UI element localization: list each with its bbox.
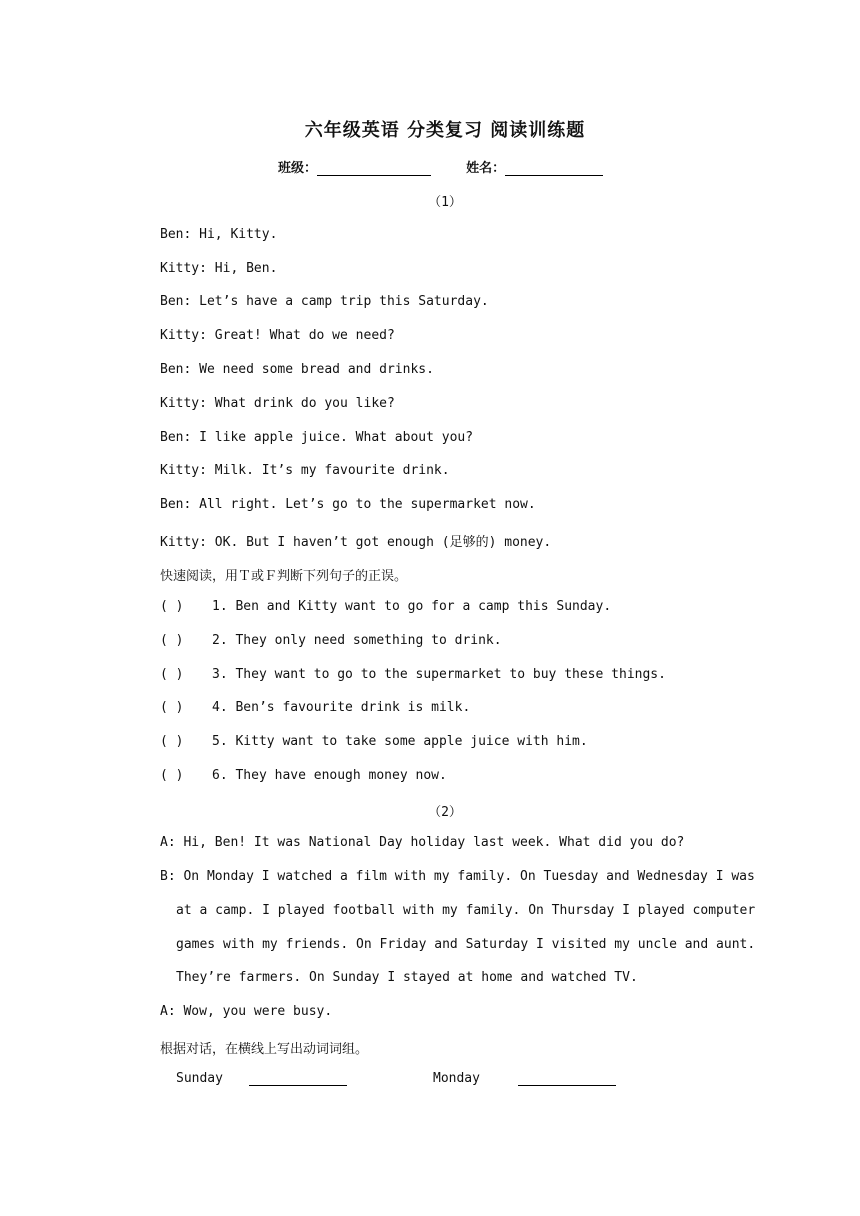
answer-blank[interactable] [518, 1071, 616, 1086]
answer-paren[interactable]: ( ) [160, 667, 184, 682]
answer-paren[interactable]: ( ) [160, 633, 184, 648]
dialogue-line: Kitty: Great! What do we need? [160, 328, 395, 343]
day-label: Sunday [176, 1071, 223, 1086]
dialogue-line: Kitty: What drink do you like? [160, 396, 395, 411]
name-blank[interactable] [505, 161, 603, 176]
day-entry [433, 1071, 616, 1086]
question-item: ( ) 3. They want to go to the supermarket to buy these things. [160, 667, 666, 682]
class-blank[interactable] [317, 161, 431, 176]
dialogue-line: A: Hi, Ben! It was National Day holiday last week. What did you do? [160, 835, 685, 850]
question-item: ( ) 1. Ben and Kitty want to go for a camp this Sunday. [160, 599, 612, 614]
answer-paren[interactable]: ( ) [160, 768, 184, 783]
question-item: ( ) 4. Ben’s favourite drink is milk. [160, 700, 471, 715]
dialogue-line: Ben: All right. Let’s go to the supermarket now. [160, 497, 536, 512]
name-label: 姓名： [466, 161, 506, 176]
question-item: ( ) 2. They only need something to drink. [160, 633, 502, 648]
dialogue-line: Ben: We need some bread and drinks. [160, 362, 434, 377]
dialogue-line: Kitty: OK. But I haven’t got enough (足够的) money. [160, 535, 552, 550]
dialogue-line: B: On Monday I watched a film with my family. On Tuesday and Wednesday I was [160, 869, 755, 884]
section-2-heading: （2） [428, 805, 462, 820]
dialogue-line: Ben: I like apple juice. What about you? [160, 430, 474, 445]
day-entry [176, 1071, 347, 1086]
dialogue-line: Ben: Hi, Kitty. [160, 227, 278, 242]
section-2-instruction: 根据对话，在横线上写出动词词组。 [160, 1042, 369, 1057]
answer-paren[interactable]: ( ) [160, 700, 184, 715]
class-label: 班级： [278, 161, 318, 176]
answer-paren[interactable]: ( ) [160, 734, 184, 749]
student-info [278, 157, 603, 176]
question-item: ( ) 6. They have enough money now. [160, 768, 447, 783]
dialogue-line: at a camp. I played football with my family. On Thursday I played computer [176, 903, 756, 918]
dialogue-line: They’re farmers. On Sunday I stayed at home and watched TV. [176, 970, 638, 985]
dialogue-line: Kitty: Milk. It’s my favourite drink. [160, 463, 450, 478]
dialogue-line: A: Wow, you were busy. [160, 1004, 333, 1019]
section-1-heading: （1） [428, 195, 462, 210]
answer-paren[interactable]: ( ) [160, 599, 184, 614]
section-1-instruction: 快速阅读，用Ｔ或Ｆ判断下列句子的正误。 [160, 569, 408, 584]
page-title: 六年级英语 分类复习 阅读训练题 [304, 120, 586, 141]
answer-blank[interactable] [249, 1071, 347, 1086]
dialogue-line: games with my friends. On Friday and Saturday I visited my uncle and aunt. [176, 937, 756, 952]
dialogue-line: Kitty: Hi, Ben. [160, 261, 278, 276]
dialogue-line: Ben: Let’s have a camp trip this Saturday. [160, 294, 489, 309]
question-item: ( ) 5. Kitty want to take some apple juice with him. [160, 734, 588, 749]
day-label: Monday [433, 1071, 480, 1086]
